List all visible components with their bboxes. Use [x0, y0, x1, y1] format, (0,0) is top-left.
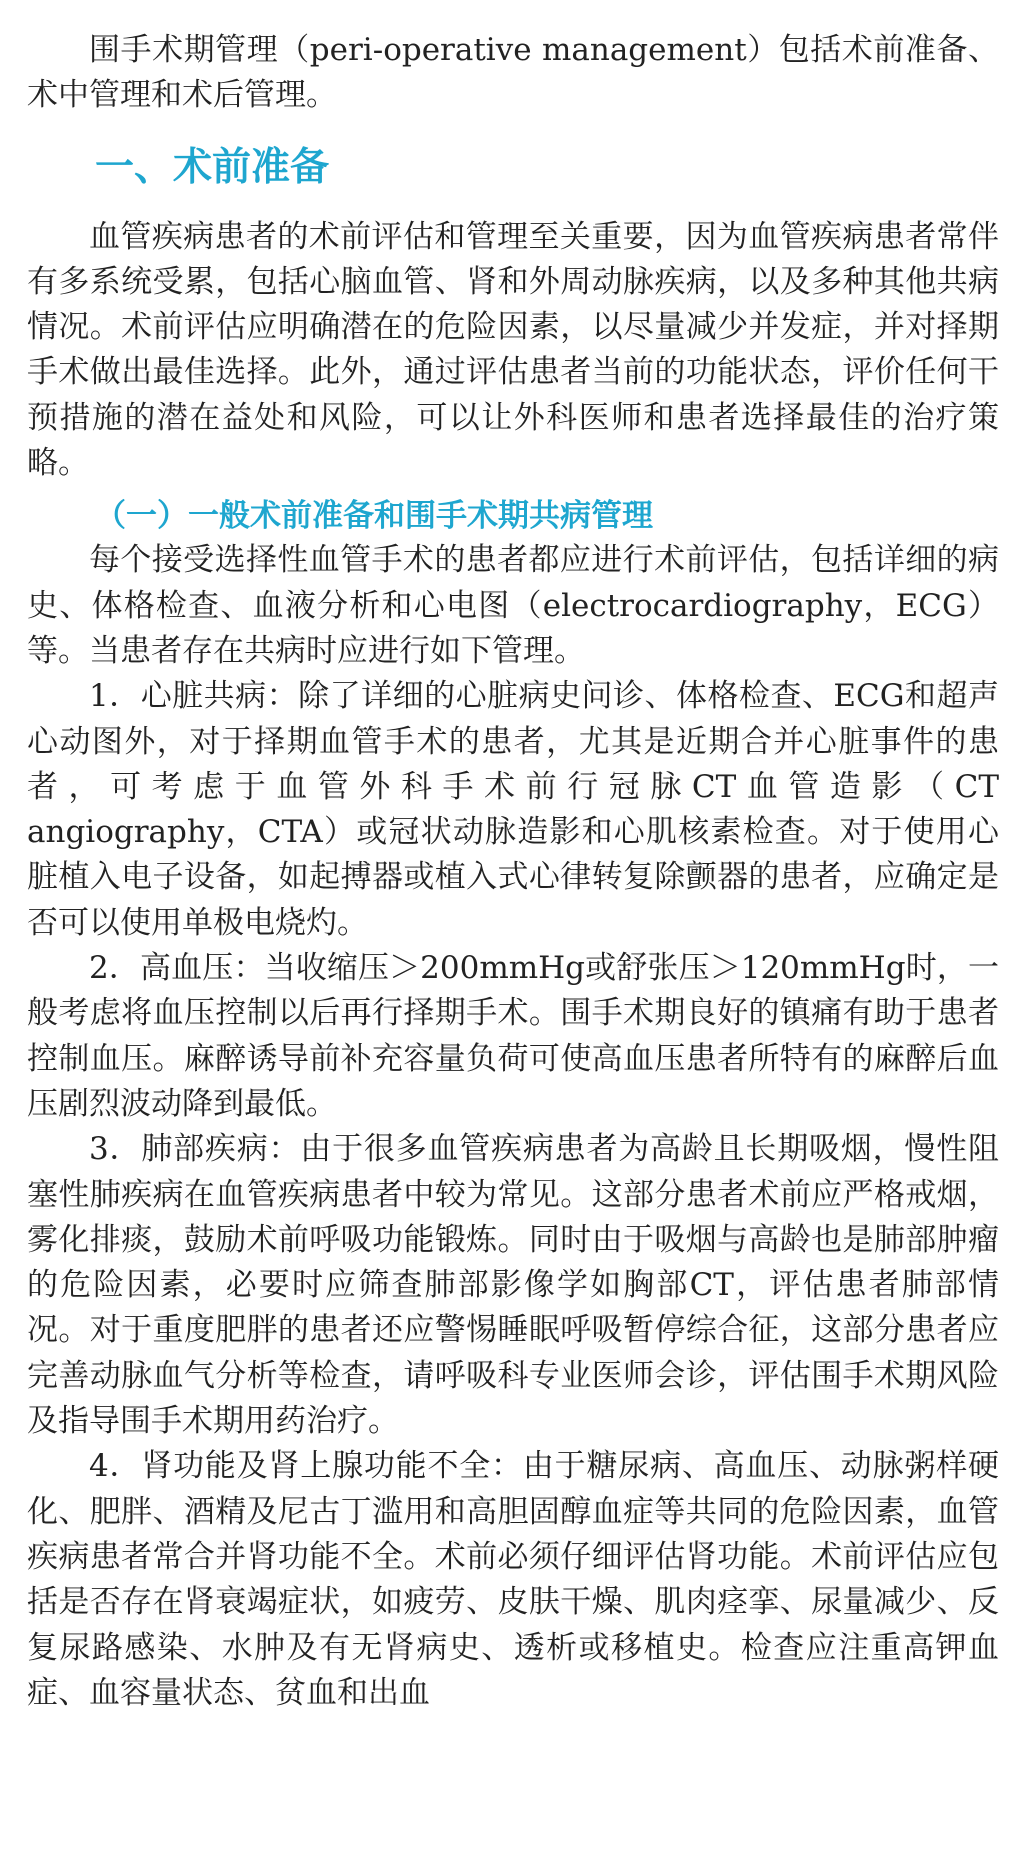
list-item-cardiac: 1．心脏共病：除了详细的心脏病史问诊、体格检查、ECG和超声心动图外，对于择期血管手术的患者，尤其是近期合并心脏事件的患者，可考虑于血管外科手术前行冠脉CT血管造影（CT angiography，CTA）或冠状动脉造影和心肌核素检查。对于使用心脏植入电子设备，如起搏器或植入式心律转复除颤器的患者，应确定是否可以使用单极电烧灼。	[27, 678, 999, 941]
list-item-renal: 4．肾功能及肾上腺功能不全：由于糖尿病、高血压、动脉粥样硬化、肥胖、酒精及尼古丁滥用和高胆固醇血症等共同的危险因素，血管疾病患者常合并肾功能不全。术前必须仔细评估肾功能。术前评估应包括是否存在肾衰竭症状，如疲劳、皮肤干燥、肌肉痉挛、尿量减少、反复尿路感染、水肿及有无肾病史、透析或移植史。检查应注重高钾血症、血容量状态、贫血和出血	[27, 1448, 999, 1711]
intro-paragraph: 围手术期管理（peri-operative management）包括术前准备、术中管理和术后管理。	[27, 32, 999, 114]
list-item-pulmonary: 3．肺部疾病：由于很多血管疾病患者为高龄且长期吸烟，慢性阻塞性肺疾病在血管疾病患者中较为常见。这部分患者术前应严格戒烟，雾化排痰，鼓励术前呼吸功能锻炼。同时由于吸烟与高龄也是肺部肿瘤的危险因素，必要时应筛查肺部影像学如胸部CT，评估患者肺部情况。对于重度肥胖的患者还应警惕睡眠呼吸暂停综合征，这部分患者应完善动脉血气分析等检查，请呼吸科专业医师会诊，评估围手术期风险及指导围手术期用药治疗。	[27, 1131, 999, 1440]
subsection-paragraph: 每个接受选择性血管手术的患者都应进行术前评估，包括详细的病史、体格检查、血液分析和心电图（electrocardiography，ECG）等。当患者存在共病时应进行如下管理。	[27, 542, 999, 669]
section-heading: 一、术前准备	[95, 144, 330, 190]
subsection-heading: （一）一般术前准备和围手术期共病管理	[95, 498, 653, 535]
document-page	[27, 28, 999, 1716]
section-paragraph: 血管疾病患者的术前评估和管理至关重要，因为血管疾病患者常伴有多系统受累，包括心脑血管、肾和外周动脉疾病，以及多种其他共病情况。术前评估应明确潜在的危险因素，以尽量减少并发症，并对择期手术做出最佳选择。此外，通过评估患者当前的功能状态，评价任何干预措施的潜在益处和风险，可以让外科医师和患者选择最佳的治疗策略。	[27, 218, 999, 482]
list-item-hypertension: 2．高血压：当收缩压＞200mmHg或舒张压＞120mmHg时，一般考虑将血压控制以后再行择期手术。围手术期良好的镇痛有助于患者控制血压。麻醉诱导前补充容量负荷可使高血压患者所特有的麻醉后血压剧烈波动降到最低。	[27, 950, 999, 1122]
